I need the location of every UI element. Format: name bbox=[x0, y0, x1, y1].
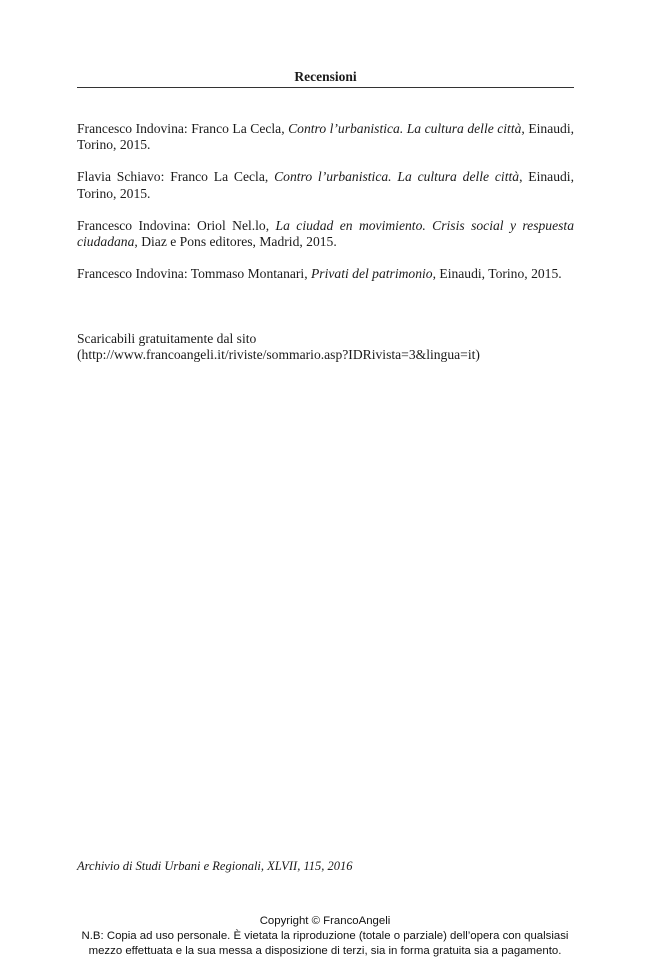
review-entry-3 bbox=[77, 218, 574, 250]
journal-citation: Archivio di Studi Urbani e Regionali, XLVII, 115, 2016 bbox=[77, 859, 353, 873]
header-rule bbox=[77, 87, 574, 88]
review-list bbox=[77, 121, 574, 298]
review-book-title: Privati del patrimonio bbox=[311, 266, 433, 282]
review-entry-4 bbox=[77, 266, 574, 282]
review-author: Francesco Indovina: Franco La Cecla, bbox=[77, 121, 289, 136]
review-author: Francesco Indovina: Oriol Nel.lo, bbox=[77, 217, 276, 233]
review-author: Francesco Indovina: Tommaso Montanari, bbox=[77, 266, 311, 282]
review-author: Flavia Schiavo: Franco La Cecla, bbox=[77, 169, 275, 185]
download-label: Scaricabili gratuitamente dal sito bbox=[77, 331, 257, 346]
review-book-title: La ciudad en movimiento. Crisis social y respuesta ciudadana bbox=[77, 217, 574, 250]
usage-notice-line-1: N.B: Copia ad uso personale. È vietata la riproduzione (totale o parziale) dell’opera con qualsiasi bbox=[81, 930, 569, 942]
copyright-line: Copyright © FrancoAngeli bbox=[259, 915, 391, 927]
review-entry-2 bbox=[77, 169, 574, 201]
review-publisher: , Einaudi, Torino, 2015. bbox=[77, 121, 574, 153]
running-header-title: Recensioni bbox=[294, 69, 357, 84]
review-publisher: , Einaudi, Torino, 2015. bbox=[432, 266, 562, 282]
usage-notice-line-2: mezzo effettuata e la sua messa a disposizione di terzi, sia in forma gratuita sia a pagamento. bbox=[88, 945, 562, 957]
review-book-title: Contro l’urbanistica. La cultura delle città bbox=[274, 169, 520, 185]
review-entry-1 bbox=[77, 121, 574, 153]
review-book-title: Contro l’urbanistica. La cultura delle città bbox=[288, 121, 522, 136]
copyright-notice bbox=[0, 914, 650, 959]
download-link[interactable]: (http://www.francoangeli.it/riviste/sommario.asp?IDRivista=3&lingua=it) bbox=[77, 347, 480, 363]
review-publisher: , Diaz e Pons editores, Madrid, 2015. bbox=[134, 234, 337, 250]
review-publisher: , Einaudi, Torino, 2015. bbox=[77, 169, 574, 201]
download-note bbox=[77, 331, 574, 363]
